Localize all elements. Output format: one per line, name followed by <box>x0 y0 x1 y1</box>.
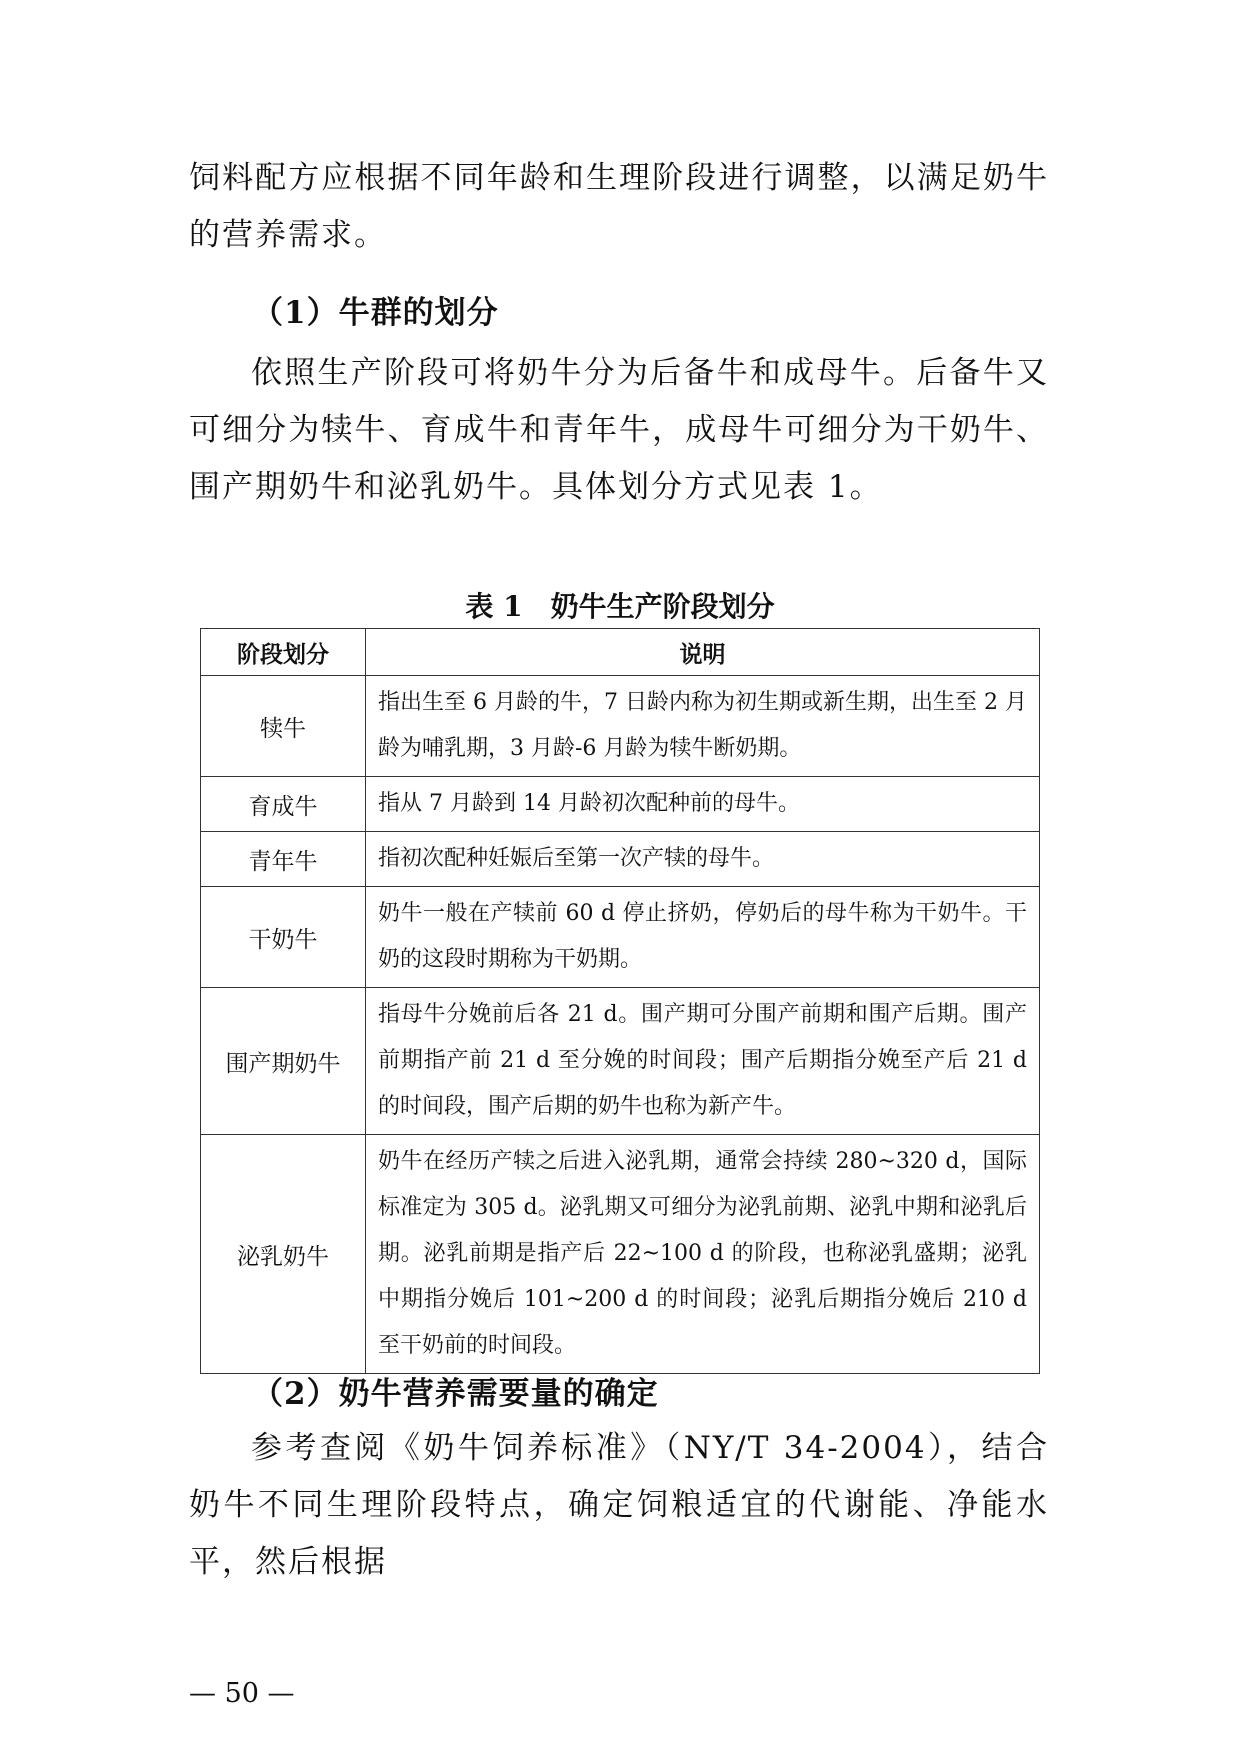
stage-cell: 育成牛 <box>201 777 366 832</box>
stage-table <box>200 628 1040 1374</box>
body-paragraph: 参考查阅《奶牛饲养标准》（NY/T 34-2004），结合奶牛不同生理阶段特点，确定饲粮适宜的代谢能、净能水平，然后根据 <box>189 1430 1049 1580</box>
description-cell: 奶牛在经历产犊之后进入泌乳期，通常会持续 280~320 d，国际标准定为 305 d。泌乳期又可细分为泌乳前期、泌乳中期和泌乳后期。泌乳前期是指产后 22~100 d 的阶段，也称泌乳盛期；泌乳中期指分娩后 101~200 d 的时间段；泌乳后期指分娩后 210 d 至干奶前的时间段。 <box>366 1135 1040 1374</box>
section-heading: （1）牛群的划分 <box>252 295 499 331</box>
column-header: 阶段划分 <box>201 629 366 676</box>
body-paragraph: 饲料配方应根据不同年龄和生理阶段进行调整，以满足奶牛的营养需求。 <box>189 160 1049 253</box>
page-number: — 50 — <box>189 1678 295 1709</box>
table-row <box>201 777 1040 832</box>
table-row <box>201 676 1040 777</box>
table-header-row <box>201 629 1040 676</box>
column-header: 说明 <box>366 629 1040 676</box>
stage-cell: 围产期奶牛 <box>201 988 366 1135</box>
stage-cell: 泌乳奶牛 <box>201 1135 366 1374</box>
description-cell: 奶牛一般在产犊前 60 d 停止挤奶，停奶后的母牛称为干奶牛。干奶的这段时期称为干奶期。 <box>366 887 1040 988</box>
table-row <box>201 1135 1040 1374</box>
table-row <box>201 988 1040 1135</box>
description-cell: 指从 7 月龄到 14 月龄初次配种前的母牛。 <box>366 777 1040 832</box>
table-row <box>201 887 1040 988</box>
description-cell: 指母牛分娩前后各 21 d。围产期可分围产前期和围产后期。围产前期指产前 21 d 至分娩的时间段；围产后期指分娩至产后 21 d 的时间段，围产后期的奶牛也称为新产牛。 <box>366 988 1040 1135</box>
stage-cell: 青年牛 <box>201 832 366 887</box>
description-cell: 指出生至 6 月龄的牛，7 日龄内称为初生期或新生期，出生至 2 月龄为哺乳期，3 月龄-6 月龄为犊牛断奶期。 <box>366 676 1040 777</box>
table-row <box>201 832 1040 887</box>
table-caption: 表 1 奶牛生产阶段划分 <box>465 590 775 623</box>
stage-cell: 犊牛 <box>201 676 366 777</box>
description-cell: 指初次配种妊娠后至第一次产犊的母牛。 <box>366 832 1040 887</box>
body-paragraph: 依照生产阶段可将奶牛分为后备牛和成母牛。后备牛又可细分为犊牛、育成牛和青年牛，成母牛可细分为干奶牛、围产期奶牛和泌乳奶牛。具体划分方式见表 1。 <box>189 355 1049 505</box>
stage-cell: 干奶牛 <box>201 887 366 988</box>
section-heading: （2）奶牛营养需要量的确定 <box>252 1376 659 1412</box>
